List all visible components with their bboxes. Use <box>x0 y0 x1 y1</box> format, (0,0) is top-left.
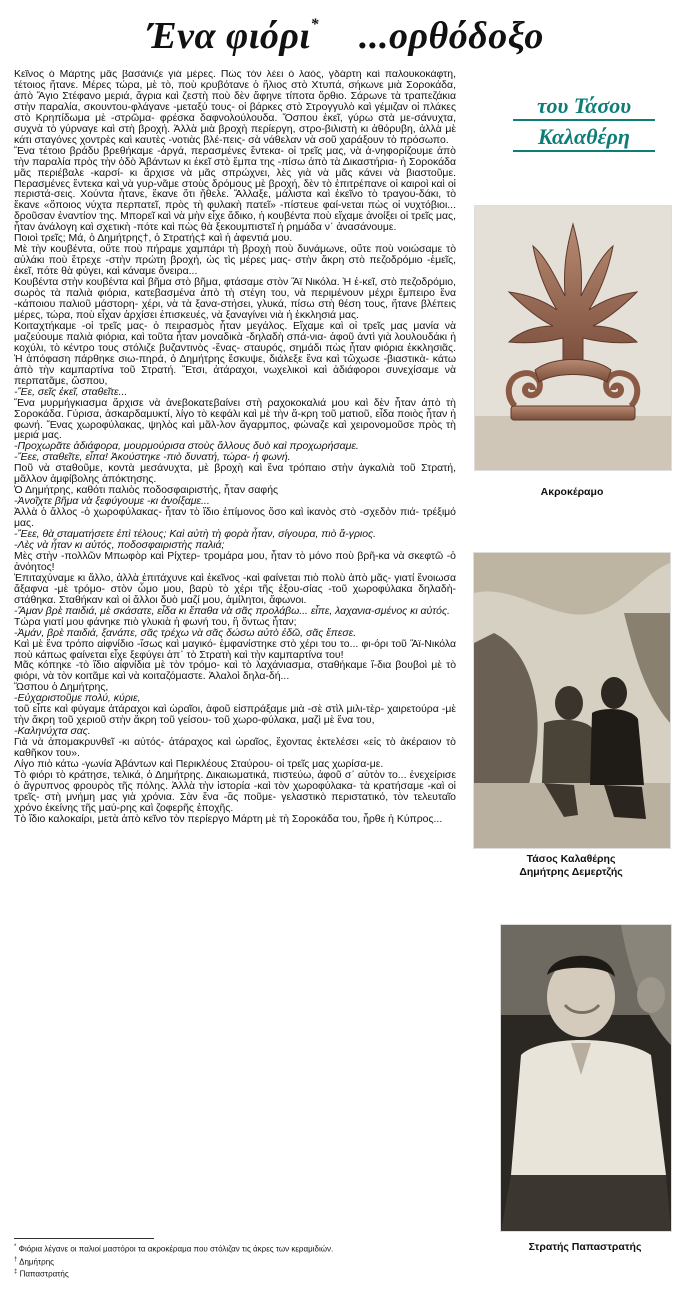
article-paragraph: Γιὰ νὰ ἀπομακρυνθεῖ -κι αὐτός- ἀτάραχος καὶ ὡραῖος, ἔχοντας ἐκτελέσει «εἰς τὸ ἀκέραιον τὸ καθῆκον του». <box>14 737 456 760</box>
acroterion-caption: Ακροκέραμο <box>540 486 604 498</box>
acroterion-image <box>475 206 671 470</box>
title-main: Ένα φιόρι <box>147 15 311 57</box>
dialogue-line: -Καληνύχτα σας. <box>14 726 91 738</box>
dialogue-line: -Ἀνοῖχτε βῆμα νὰ ξεφύγουμε -κι ἀνοίξαμε... <box>14 496 210 508</box>
people-photo <box>473 552 671 849</box>
page-title <box>0 14 691 58</box>
article-paragraph: Λίγο πιὸ κάτω -γωνία Ἀβάντων καὶ Περικλέους Σταύρου- οἱ τρεῖς μας χωρίσα-με. <box>14 759 384 771</box>
article-paragraph: τοῦ εἶπε καὶ φύγαμε ἀτάραχοι καὶ ὡραῖοι, ἀφοῦ εἰσπράξαμε μιὰ -σὲ στὶλ μιλι-τὲρ- χαιρετούρα -μὲ τὴν ἄκρη τοῦ χεριοῦ στὴν ἄκρη τοῦ γείσου- τοῦ χωρο-φύλακα, μαζὶ μὲ ἕνα του, <box>14 704 456 727</box>
article-paragraph: Τώρα γιατί μου φάνηκε πιὸ γλυκιὰ ἡ φωνή του, ἢ ὄντως ἦταν; <box>14 616 297 628</box>
article-paragraph: Ἀλλὰ ὁ ἄλλος -ὁ χωροφύλακας- ἦταν τὸ ἴδιο ἐπίμονος ὅσο καὶ ἱκανὸς στὸ -σχεδὸν πιά- τρέξιμό μας. <box>14 507 456 530</box>
dialogue-line: -Ἀμάν, βρὲ παιδιά, ξανάπε, σᾶς τρέχω νὰ σᾶς δώσω αὐτὸ ἐδῶ, σᾶς ἔπεσε. <box>14 627 357 639</box>
portrait-photo <box>500 924 672 1232</box>
footnote-divider <box>14 1238 154 1239</box>
article-paragraph: Μὲς στὴν -πολλῶν Μπωφὸρ καὶ Ρίχτερ- τρομάρα μου, ἦταν τὸ μόνο ποὺ βρῆ-κα νὰ σκεφτῶ -ὁ ἀνόητος! <box>14 550 456 573</box>
article-paragraph: Τὸ φιόρι τὸ κράτησε, τελικά, ὁ Δημήτρης. Δικαιωματικά, πιστεύω, ἀφοῦ σ᾿ αὐτὸν το... ἐνεχείρισε ὁ ἄγρυπνος φρουρὸς τῆς πόλης. Ἀλλὰ τὴν ἱστορία -καὶ τὸν χωροφύλακα- τὰ κρατήσαμε -καὶ οἱ τρεῖς- στὴ μνήμη μας γιὰ χρόνια. Σὰν ἕνα -ἂς ποῦμε- γελαστικὸ περιστατικό, τὸν τελευταῖο χρόνο ἐκείνης τῆς μαύ-ρης καὶ ζοφερῆς ἐποχῆς. <box>14 770 456 814</box>
byline-line-2: Καλαθέρη <box>513 123 655 152</box>
article-paragraph: Καὶ μὲ ἕνα τρόπο αἰφνίδιο -ἴσως καὶ μαγικό- ἐμφανίστηκε στὸ χέρι του το... φι-όρι τοῦ Ἅϊ-Νικόλα ποὺ κάπως φαίνεται εἶχε ξεφύγει ἀπ᾿ τὸ Στρατὴ καὶ τὴν καμπαρτίνα του! <box>14 638 456 661</box>
article-paragraph: Ἕνα μυρμήγκιασμα ἄρχισε νὰ ἀνεβοκατεβαίνει στὴ ραχοκοκαλιά μου καὶ δὲν ἦταν ἀπὸ τὴ Σοροκάδα. Γύρισα, ἀσκαρδαμυκτί, λίγο τὸ κεφάλι καὶ μὲ τὴν ἄ-κρη τοῦ ματιοῦ, εἶδα ποιὸς ἦταν ἡ φωνή. Ἕνας χωροφύλακας, ψηλὸς καὶ μᾶλ-λον ἄγαρμπος, φώναζε καὶ χειρονομοῦσε πρὸς τὴ μεριά μας. <box>14 397 456 442</box>
footnote <box>14 1267 454 1280</box>
article-paragraph: Ὥσπου ὁ Δημήτρης, <box>14 682 109 694</box>
title-footnote-mark: * <box>310 16 319 33</box>
people-caption-line-1: Τάσος Καλαθέρης <box>526 853 616 865</box>
title-rest: ...ορθόδοξο <box>358 15 544 57</box>
footnote <box>14 1242 454 1255</box>
dialogue-line: -Ἔεε, θὰ σταματήσετε ἐπὶ τέλους; Καὶ αὐτὴ τὴ φορὰ ἦταν, σίγουρα, πιὸ ἄ-γριος. <box>14 529 377 541</box>
people-caption-line-2: Δημήτρης Δεμερτζής <box>519 866 623 878</box>
article-paragraph: Μὲ τὴν κουβέντα, οὔτε ποὺ πήραμε χαμπάρι τὴ βροχὴ ποὺ δυνάμωνε, οὔτε ποὺ νοιώσαμε τὸ αὐλάκι ποὺ ἔτρεχε -στὴν πρώτη βροχή, ὡς τὶς μέρες μας- στὴν ἄκρη στὸ πεζοδρόμιο -ἐμεῖς, ἐκεῖ, πότε θὰ φύγει, καὶ κάναμε ὄνειρα... <box>14 244 456 278</box>
footnote <box>14 1255 454 1268</box>
article-paragraph: Κοιταχτήκαμε -οἱ τρεῖς μας- ὁ πειρασμὸς ἦταν μεγάλος. Εἴχαμε καὶ οἱ τρεῖς μας μανία νὰ μαζεύουμε παλιὰ φιόρια, καὶ τοῦτα ἦταν μοναδικὰ -δηλαδὴ σπά-νια- ἀφοῦ ἀντὶ γιὰ λουλουδάκι ἡ κοχύλι, τὸ κέντρο τους στόλιζε βυζαντινὸς -ἕνας- σταυρός, σημάδι πὼς ἦταν φιόρια ἐκκλησιᾶς. Ἡ ἀπόφαση πάρθηκε σιω-πηρά, ὁ Δημήτρης ἔσκυψε, διάλεξε ἕνα καὶ τὤχωσε -βιαστικὰ- κάτω ἀπὸ τὴν καμπαρτίνα τοῦ Στρατή. Ἔτσι, ἀτάραχοι, νωχελικοὶ καὶ ἀδιάφοροι συνεχίσαμε νὰ περπατᾶμε, ὥσπου, <box>14 320 456 387</box>
article-paragraph: Ποιοὶ τρεῖς; Μά, ὁ Δημήτρης†, ὁ Στρατής‡ καὶ ἡ ἀφεντιά μου. <box>14 233 293 245</box>
dialogue-line: -Ἔε, σεῖς ἐκεῖ, σταθεῖτε... <box>14 386 128 398</box>
dialogue-line: -Εὐχαριστοῦμε πολύ, κύριε, <box>14 693 141 705</box>
footnote-text: Δημήτρης <box>17 1257 54 1267</box>
article-paragraph: Μᾶς κόπηκε -τὸ ἴδιο αἰφνίδια μὲ τὸν τρόμο- καὶ τὸ λαχάνιασμα, σταθήκαμε ἴ-δια βουβοὶ μὲ τὸ φιόρι, νὰ τὸν κοιτᾶμε καὶ νὰ κοιταζόμαστε. Ἀλαλοὶ δηλα-δή... <box>14 660 456 683</box>
article-paragraph: Ὁ Δημήτρης, καθότι παλιὸς ποδοσφαιριστής, ἦταν σαφής <box>14 485 279 497</box>
footnotes <box>14 1242 454 1280</box>
dialogue-line: -Ἄμαν βρὲ παιδιά, μὲ σκάσατε, εἶδα κι ἔπαθα νὰ σᾶς προλάβω... εἶπε, λαχανια-σμένος κι αὐτός. <box>14 605 450 617</box>
article-paragraph: Τὸ ἴδιο καλοκαίρι, μετὰ ἀπὸ κεῖνο τὸν περίεργο Μάρτη μὲ τὴ Σοροκάδα του, ἦρθε ἡ Κύπρος... <box>14 813 443 825</box>
people-image <box>474 553 670 848</box>
article-paragraph: Ἐπιταχύναμε κι ἄλλο, ἀλλὰ ἐπιτάχυνε καὶ ἐκεῖνος -καὶ φαίνεται πιὸ πολὺ ἀπὸ μᾶς- γιατί ἔνοιωσα ἄξαφνα -μὲ τρόμο- στὸν ὦμο μου, βαρὺ τὸ χέρι τῆς ἐξου-σίας -τοῦ χωροφύλακα δηλαδὴ- στάθηκα. Σταθήκαν καὶ οἱ ἄλλοι δυὸ μαζί μου, ἀμίλητοι, ἄφωνοι. <box>14 572 456 606</box>
byline-line-1: του Τάσου <box>513 92 655 121</box>
footnote-text: Παπαστρατής <box>17 1269 69 1279</box>
footnote-mark: † <box>14 1256 18 1263</box>
footnote-mark: * <box>14 1244 17 1250</box>
footnote-text: Φιόρια λέγανε οι παλιοί μαστόροι τα ακροκέραμα που στόλιζαν τις άκρες των κεραμιδιών. <box>16 1244 334 1254</box>
dialogue-line: -Προχωρᾶτε ἀδιάφορα, μουρμούρισα στοὺς ἄλλους δυὸ καὶ προχωρήσαμε. <box>14 441 359 453</box>
dialogue-line: -Λὲς νὰ ἦταν κι αὐτός, ποδοσφαιριστὴς παλιά; <box>14 539 225 551</box>
footnote-mark: ‡ <box>14 1269 18 1276</box>
dialogue-line: -Ἔεε, σταθεῖτε, εἶπα! Ἀκούστηκε -πιὸ δυνατή, τώρα- ἡ φωνή. <box>14 452 291 464</box>
article-paragraph: Κουβέντα στὴν κουβέντα καὶ βῆμα στὸ βῆμα, φτάσαμε στὸν Ἅϊ Νικόλα. Ἡ ἐ-κεῖ, στὸ πεζοδρόμιο, σωρὸς τὰ παλιὰ φιόρια, κατεβασμένα ἀπὸ τὴ στέγη του, νὰ περιμένουν μέχρι ἔμπειρο ἕνα -κάποιου παλιοῦ μάστορη- χέρι, νὰ τὰ ξανα-στήσει, γλυκά, πίσω στὴ θέση τους, ἤτανε βλέπεις μέρες, τώρα, ποὺ εἶχαν ἀρχίσει ἐπισκευές, νὰ ξαναγίνει νιὰ ἡ ἐκκλησιά μας. <box>14 277 456 321</box>
article-paragraph: Κεῖνος ὁ Μάρτης μᾶς βασάνιζε γιὰ μέρες. Πὼς τὸν λέει ὁ λαός, γδάρτη καὶ παλουκοκάφτη, τέτοιος ἤτανε. Μέρες τώρα, μὲ τὸ, ποὺ κρυβότανε ὁ ἥλιος στὸ Χτυπά, σήκωνε μιὰ Σοροκάδα, ἀπὸ Ἅγιο Στέφανο μεριά, ἄγρια καὶ ζεστὴ ποὺ δὲν ἄφηνε τίποτα ὄρθιο. Σάρωνε τὰ τραπεζάκια στὴν παραλία, σκουντου-φλάγανε -μεταξύ τους- οἱ βάρκες στὸ Στρογγυλὸ καὶ γέμιζαν οἱ πλάκες στὸ Κρηπίδωμα μὲ -στρῶμα- φρέσκα δαφνολούλουδα. Ὅσπου ἐκεῖ, γύρω στὰ με-σάνυχτα, συχνὰ τὸ γύρναγε καὶ στὴ βροχή. Ἀλλὰ μιὰ βροχὴ περίεργη, στρο-βιλιστὴ κι ἀθόρυβη, ἀλλὰ μὲ κάτι σταγόνες χοντρὲς καὶ καυτὲς -νοτιὰς βλέ-πεις- σὰ νάθελαν νὰ σοῦ χαράξουν τὸ πρόσωπο. <box>14 70 456 146</box>
portrait-image <box>501 925 671 1231</box>
article-paragraph: Ἕνα τέτοιο βράδυ βρεθήκαμε -ἀργά, περασμένες ἕντεκα- οἱ τρεῖς μας, νὰ ἀ-νηφορίζουμε ἀπὸ τὴν παραλία πρὸς τὴν ὁδὸ Ἀβάντων κι ἐκεῖ στὸ ἔμπα της -πίσω ἀπὸ τὰ Δικαστήρια- ἡ Σοροκάδα μᾶς περιέβαλε -καρσί- κι ἄρχισε νὰ μᾶς σπρώχνει, λὲς γιὰ νὰ μᾶς κάνει νὰ βιαστοῦμε. Περασμένες ἕντεκα καὶ νὰ γυρ-νᾶμε στοὺς δρόμους μὲ βροχή, δὲν τὸ ἐπιτρέπανε οἱ καιροὶ καὶ οἱ περιστά-σεις. Χούντα ἦτανε, ἔκανε ὅτι ἤθελε. Ἄλλαξε, μάλιστα καὶ ἐκεῖνο τὸ τραγου-δάκι, τὸ ἔκανε «ὅποιος νύχτα περπατεῖ, πρὸς τὴ φυλακὴ πατεῖ» -πίστευε φαί-νεται πὼς οἱ νυχτόβιοι... δροῦσαν ἐναντίον της. Μπορεῖ καὶ νὰ μὴν εἶχε ἄδικο, ἡ κουβέντα ποὺ εἴχαμε ἀνοίξει οἱ τρεῖς μας, ἦταν ἀνάλογη καὶ σχετικὴ -πότε καὶ πὼς θὰ ξεκουμπιστεῖ ἡ ρημάδα ν᾿ ἀνασάνουμε. <box>14 145 456 234</box>
portrait-caption: Στρατής Παπαστρατής <box>528 1241 642 1253</box>
article-body <box>14 70 456 1220</box>
acroterion-photo <box>474 205 672 471</box>
article-paragraph: Ποῦ νὰ σταθοῦμε, κοντὰ μεσάνυχτα, μὲ βροχὴ καὶ ἕνα τρόπαιο στὴν ἀγκαλιὰ τοῦ Στρατή, μᾶλλον ἀμφίβολης ἀπόκτησης. <box>14 463 456 486</box>
people-caption <box>473 853 669 879</box>
author-byline <box>496 92 672 152</box>
